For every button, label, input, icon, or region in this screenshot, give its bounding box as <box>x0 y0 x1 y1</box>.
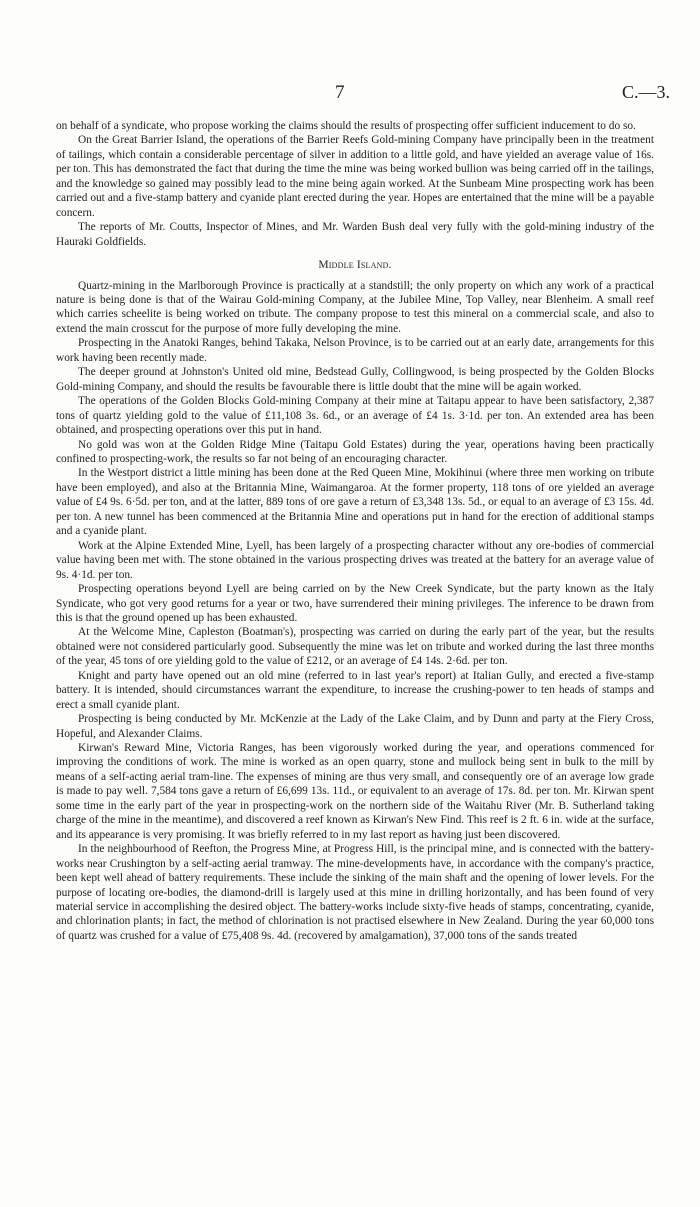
page-body <box>56 119 654 943</box>
page-header <box>0 82 700 112</box>
paragraph: The reports of Mr. Coutts, Inspector of Mines, and Mr. Warden Bush deal very fully with the gold-mining industry of the Hauraki Goldfields. <box>56 221 654 248</box>
paragraph: Knight and party have opened out an old mine (referred to in last year's report) at Italian Gully, and erected a five-stamp battery. It is intended, should circumstances warrant the expenditure, to increase the crushing-power to ten heads of stamps and erect a small cyanide plant. <box>56 669 654 711</box>
paragraph: Quartz-mining in the Marlborough Province is practically at a standstill; the only property on which any work of a practical nature is being done is that of the Wairau Gold-mining Company, at the Jubilee Mine, Top Valley, near Blenheim. A small reef which carries scheelite is being worked on tribute. The company propose to test this mineral on a commercial scale, and also to extend the main crosscut for the purpose of more fully developing the mine. <box>56 279 654 335</box>
paragraph: In the neighbourhood of Reefton, the Progress Mine, at Progress Hill, is the principal mine, and is connected with the battery-works near Crushington by a self-acting aerial tramway. The mine-developments have, in accordance with the company's practice, been kept well ahead of battery requirements. These include the sinking of the main shaft and the opening of lower levels. For the purpose of locating ore-bodies, the diamond-drill is largely used at this mine in drilling horizontally, and has been found of very material service in accomplishing the desired object. The battery-works include sixty-five heads of stamps, concentrating, cyanide, and chlorination plants; in fact, the method of chlorination is not practised elsewhere in New Zealand. During the year 60,000 tons of quartz was crushed for a value of £75,408 9s. 4d. (recovered by amalgamation), 37,000 tons of the sands treated <box>56 843 654 942</box>
paragraph: The operations of the Golden Blocks Gold-mining Company at their mine at Taitapu appear to have been satisfactory, 2,387 tons of quartz yielding gold to the value of £11,108 3s. 6d., or an average of £4 1s. 3·1d. per ton. An extended area has been obtained, and prospecting operations over this put in hand. <box>56 395 654 437</box>
document-reference: C.—3. <box>621 82 670 102</box>
paragraph: Prospecting operations beyond Lyell are being carried on by the New Creek Syndicate, but the party known as the Italy Syndicate, who got very good returns for a year or two, have surrendered their mining privileges. The inference to be drawn from this is that the ground opened up has been exhausted. <box>56 583 654 624</box>
page-number: 7 <box>335 82 345 103</box>
paragraph: on behalf of a syndicate, who propose working the claims should the results of prospecting offer sufficient inducement to do so. <box>56 120 636 132</box>
paragraph: On the Great Barrier Island, the operations of the Barrier Reefs Gold-mining Company have principally been in the treatment of tailings, which contain a considerable percentage of silver in addition to a little gold, and have yielded an average value of 16s. per ton. This has demonstrated the fact that during the time the mine was being worked bullion was being carried off in the tailings, and the knowledge so gained may possibly lead to the mine being again worked. At the Sunbeam Mine prospecting work has been carried out and a five-stamp battery and cyanide plant erected during the year. Hopes are entertained that the mine will be a payable concern. <box>56 134 654 219</box>
paragraph: Work at the Alpine Extended Mine, Lyell, has been largely of a prospecting character without any ore-bodies of commercial value having been met with. The stone obtained in the various prospecting drives was treated at the battery for an average value of 9s. 4·1d. per ton. <box>56 539 654 581</box>
section-heading: Middle Island. <box>318 259 392 272</box>
paragraph: At the Welcome Mine, Capleston (Boatman's), prospecting was carried on during the early part of the year, but the results obtained were not considered particularly good. Subsequently the mine was let on tribute and worked during the last three months of the year, 45 tons of ore yielding gold to the value of £212, or an average of £4 14s. 2·6d. per ton. <box>56 626 654 668</box>
paragraph: No gold was won at the Golden Ridge Mine (Taitapu Gold Estates) during the year, operations having been practically confined to prospecting-work, the results so far not being of an encouraging character. <box>56 438 654 465</box>
paragraph: The deeper ground at Johnston's United old mine, Bedstead Gully, Collingwood, is being prospected by the Golden Blocks Gold-mining Company, and should the results be favourable there is little doubt that the mine will be again worked. <box>56 366 654 393</box>
paragraph: Prospecting in the Anatoki Ranges, behind Takaka, Nelson Province, is to be carried out at an early date, arrangements for this work having been recently made. <box>56 337 654 364</box>
paragraph: In the Westport district a little mining has been done at the Red Queen Mine, Mokihinui (where three men working on tribute have been employed), and also at the Britannia Mine, Waimangaroa. At the former property, 118 tons of ore yielded an average value of £4 9s. 6·5d. per ton, and at the latter, 889 tons of ore gave a return of £3,348 13s. 5d., or equal to an average of £3 15s. 4d. per ton. A new tunnel has been commenced at the Britannia Mine and operations put in hand for the erection of additional stamps and a cyanide plant. <box>56 467 654 538</box>
paragraph: Kirwan's Reward Mine, Victoria Ranges, has been vigorously worked during the year, and operations commenced for improving the conditions of work. The mine is worked as an open quarry, stone and mullock being sent in bulk to the mill by means of a self-acting aerial tram-line. The expenses of mining are thus very small, and consequently ore of an average low grade is made to pay well. 7,584 tons gave a return of £6,699 13s. 11d., or equivalent to an average of 17s. 8d. per ton. Mr. Kirwan spent some time in the early part of the year in prospecting-work on the northern side of the Waitahu River (Mr. B. Sutherland taking charge of the mine in the meantime), and discovered a reef known as Kirwan's New Find. This reef is 2 ft. 6 in. wide at the surface, and its appearance is very promising. It was briefly referred to in my last report as having just been discovered. <box>56 742 654 841</box>
paragraph: Prospecting is being conducted by Mr. McKenzie at the Lady of the Lake Claim, and by Dunn and party at the Fiery Cross, Hopeful, and Alexander Claims. <box>56 713 654 740</box>
